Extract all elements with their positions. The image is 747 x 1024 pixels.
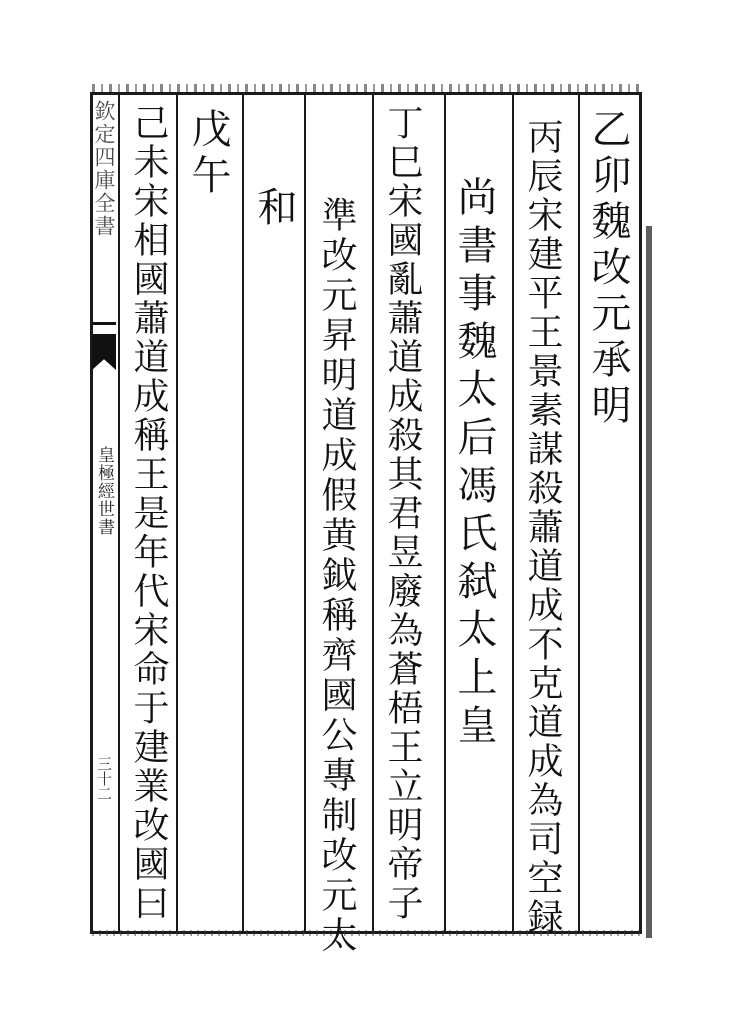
fold-title: 欽定四庫全書 — [92, 100, 116, 238]
text-column-8: 己未宋相國蕭道成稱王是年代宋命于建業改國曰 — [128, 104, 169, 923]
column-divider — [444, 95, 446, 931]
column-divider — [176, 95, 178, 931]
column-divider — [372, 95, 374, 931]
page-number: 三十二 — [95, 756, 113, 801]
scan-noise-top — [92, 84, 644, 92]
text-column-6: 和 — [251, 186, 297, 232]
text-column-7: 戊午 — [185, 108, 231, 200]
text-column-3: 尚書事魏太后馮氏弑太上皇 — [451, 176, 497, 752]
fish-tail-line — [92, 322, 116, 325]
column-divider — [304, 95, 306, 931]
page-edge-shadow — [646, 226, 652, 938]
text-column-2: 丙辰宋建平王景素謀殺蕭道成不克道成為司空録 — [522, 118, 563, 937]
text-column-1: 乙卯魏改元承明 — [585, 108, 631, 430]
text-column-5: 準改元昇明道成假黄鉞稱齊國公專制改元太 — [316, 196, 357, 956]
column-divider — [512, 95, 514, 931]
column-divider — [118, 95, 120, 931]
book-name: 皇極經世書 — [94, 446, 114, 536]
column-divider — [242, 95, 244, 931]
text-column-4: 丁巳宋國亂蕭道成殺其君昱廢為蒼梧王立明帝子 — [382, 104, 423, 923]
column-divider — [578, 95, 580, 931]
